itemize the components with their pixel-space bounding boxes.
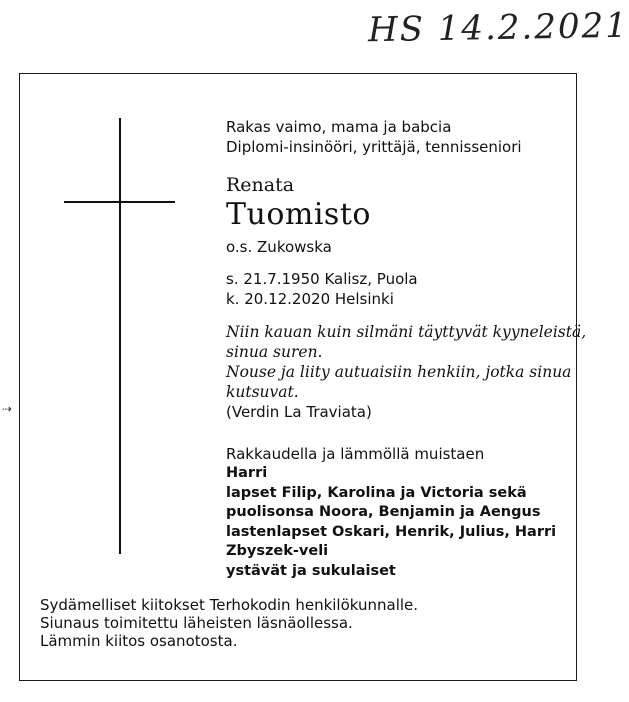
maiden-name: o.s. Zukowska xyxy=(226,238,332,256)
deceased-first-name: Renata xyxy=(226,174,295,196)
remembrance-intro: Rakkaudella ja lämmöllä muistaen xyxy=(226,445,485,463)
obituary-content xyxy=(226,117,587,581)
mourner-line: lastenlapset Oskari, Henrik, Julius, Harri xyxy=(226,523,557,540)
margin-arrow-mark: ⇢ xyxy=(2,402,13,416)
cross-icon-horizontal xyxy=(64,201,175,203)
mourner-line: ystävät ja sukulaiset xyxy=(226,562,396,579)
quote-line: Nouse ja liity autuaisiin henkiin, jotka sinua xyxy=(226,363,572,381)
quote-line: Niin kauan kuin silmäni täyttyvät kyyneleistä, xyxy=(226,323,587,341)
mourner-line: Harri xyxy=(226,465,268,481)
quote-line: sinua suren. xyxy=(226,343,323,361)
footer-line: Siunaus toimitettu läheisten läsnäollessa. xyxy=(40,614,353,632)
deceased-surname: Tuomisto xyxy=(226,197,371,232)
memorial-quote xyxy=(226,322,587,402)
mourner-line: Zbyszek-veli xyxy=(226,543,329,559)
handwritten-date-note: HS 14.2.2021 xyxy=(367,5,629,51)
quote-line: kutsuvat. xyxy=(226,383,299,401)
quote-source: (Verdin La Traviata) xyxy=(226,403,372,421)
death-date: k. 20.12.2020 Helsinki xyxy=(226,290,394,308)
intro-line: Diplomi-insinööri, yrittäjä, tennisseniori xyxy=(226,138,522,156)
life-dates xyxy=(226,269,576,309)
footer-line: Lämmin kiitos osanotosta. xyxy=(40,632,238,650)
obituary-footer xyxy=(40,596,560,650)
birth-date: s. 21.7.1950 Kalisz, Puola xyxy=(226,270,418,288)
intro-line: Rakas vaimo, mama ja babcia xyxy=(226,118,452,136)
mourner-line: puolisonsa Noora, Benjamin ja Aengus xyxy=(226,504,541,520)
remembrance-section xyxy=(226,444,576,581)
footer-line: Sydämelliset kiitokset Terhokodin henkilökunnalle. xyxy=(40,596,419,614)
cross-icon-vertical xyxy=(119,118,121,554)
mourner-line: lapset Filip, Karolina ja Victoria sekä xyxy=(226,484,527,501)
